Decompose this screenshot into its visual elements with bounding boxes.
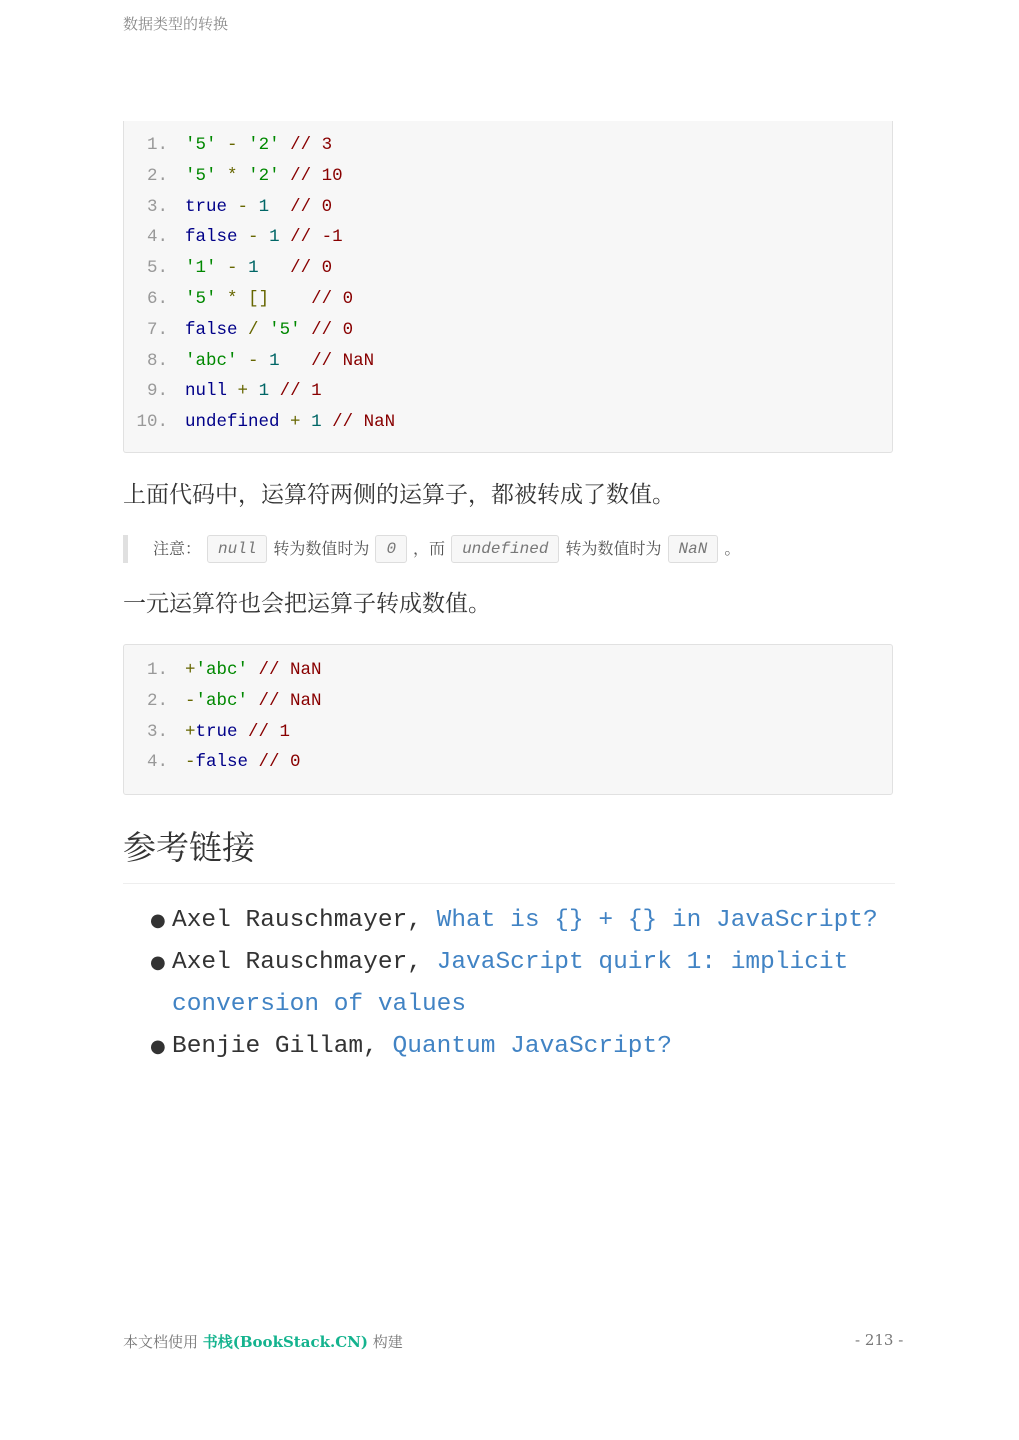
- reference-author: Axel Rauschmayer,: [172, 949, 437, 976]
- note-text-3: 转为数值时为: [565, 539, 662, 558]
- code-text: -false // 0: [185, 752, 301, 773]
- code-line: [124, 192, 892, 223]
- code-text: undefined + 1 // NaN: [185, 412, 396, 433]
- bullet-icon: ●: [150, 952, 166, 973]
- footer-suffix: 构建: [367, 1333, 403, 1351]
- code-line: [124, 346, 892, 377]
- line-number: 3.: [146, 196, 168, 217]
- note-text-1: 转为数值时为: [273, 539, 370, 558]
- bullet-icon: ●: [150, 1036, 166, 1057]
- inline-code-undefined: undefined: [451, 535, 559, 563]
- code-line: [124, 222, 892, 253]
- code-line: [124, 253, 892, 284]
- code-line: [124, 161, 892, 192]
- code-line: [124, 747, 892, 778]
- reference-item: [150, 942, 892, 1026]
- code-text: '5' - '2' // 3: [185, 135, 333, 155]
- inline-code-nan: NaN: [668, 535, 719, 563]
- code-text: '1' - 1 // 0: [185, 258, 333, 279]
- code-text: true - 1 // 0: [185, 196, 333, 217]
- reference-author: Axel Rauschmayer,: [172, 907, 437, 934]
- code-line: [124, 130, 892, 161]
- code-text: +'abc' // NaN: [185, 660, 322, 680]
- line-number: 1.: [146, 660, 168, 680]
- reference-list: [150, 900, 892, 1068]
- note-prefix: 注意：: [153, 539, 202, 558]
- reference-author: Benjie Gillam,: [172, 1033, 393, 1060]
- line-number: 5.: [146, 258, 168, 279]
- code-line: [124, 717, 892, 748]
- inline-code-null: null: [207, 535, 267, 563]
- footer-brand-link[interactable]: 书栈(BookStack.CN): [202, 1333, 368, 1351]
- reference-link[interactable]: Quantum JavaScript?: [392, 1033, 672, 1060]
- note-text-2: ，而: [413, 539, 446, 558]
- paragraph-binary-explanation: 上面代码中，运算符两侧的运算子，都被转成了数值。: [123, 482, 675, 508]
- footer-credit: [123, 1331, 403, 1352]
- code-text: false - 1 // -1: [185, 227, 343, 248]
- reference-link[interactable]: JavaScript quirk 1: implicit conversion of values: [172, 949, 849, 1018]
- reference-link[interactable]: What is {} + {} in JavaScript?: [436, 907, 878, 934]
- code-line: [124, 407, 892, 438]
- code-text: '5' * '2' // 10: [185, 165, 343, 186]
- inline-code-zero: 0: [375, 535, 407, 563]
- line-number: 10.: [136, 412, 168, 433]
- line-number: 7.: [146, 319, 168, 340]
- line-number: 6.: [146, 288, 168, 309]
- page-header-title: 数据类型的转换: [123, 15, 229, 33]
- code-text: -'abc' // NaN: [185, 690, 322, 711]
- line-number: 9.: [146, 381, 168, 402]
- page-number: - 213 -: [855, 1331, 904, 1349]
- section-title-references: 参考链接: [123, 822, 895, 884]
- code-text: +true // 1: [185, 721, 291, 742]
- note-blockquote: [123, 535, 740, 563]
- code-line: [124, 315, 892, 346]
- code-line: [124, 376, 892, 407]
- reference-item: [150, 1026, 892, 1068]
- code-text: 'abc' - 1 // NaN: [185, 350, 375, 371]
- line-number: 4.: [146, 227, 168, 248]
- code-block-binary-operators: [123, 121, 893, 453]
- code-line: [124, 655, 892, 686]
- line-number: 8.: [146, 350, 168, 371]
- code-text: '5' * [] // 0: [185, 288, 354, 309]
- bullet-icon: ●: [150, 910, 166, 931]
- code-line: [124, 284, 892, 315]
- code-line: [124, 686, 892, 717]
- code-block-unary-operators: [123, 644, 893, 795]
- line-number: 2.: [146, 165, 168, 186]
- line-number: 4.: [146, 752, 168, 773]
- line-number: 1.: [146, 135, 168, 155]
- reference-item: [150, 900, 892, 942]
- footer-prefix: 本文档使用: [123, 1333, 203, 1351]
- note-suffix: 。: [724, 539, 741, 558]
- code-text: null + 1 // 1: [185, 381, 322, 402]
- line-number: 3.: [146, 721, 168, 742]
- code-text: false / '5' // 0: [185, 319, 354, 340]
- paragraph-unary-explanation: 一元运算符也会把运算子转成数值。: [123, 591, 491, 617]
- line-number: 2.: [146, 690, 168, 711]
